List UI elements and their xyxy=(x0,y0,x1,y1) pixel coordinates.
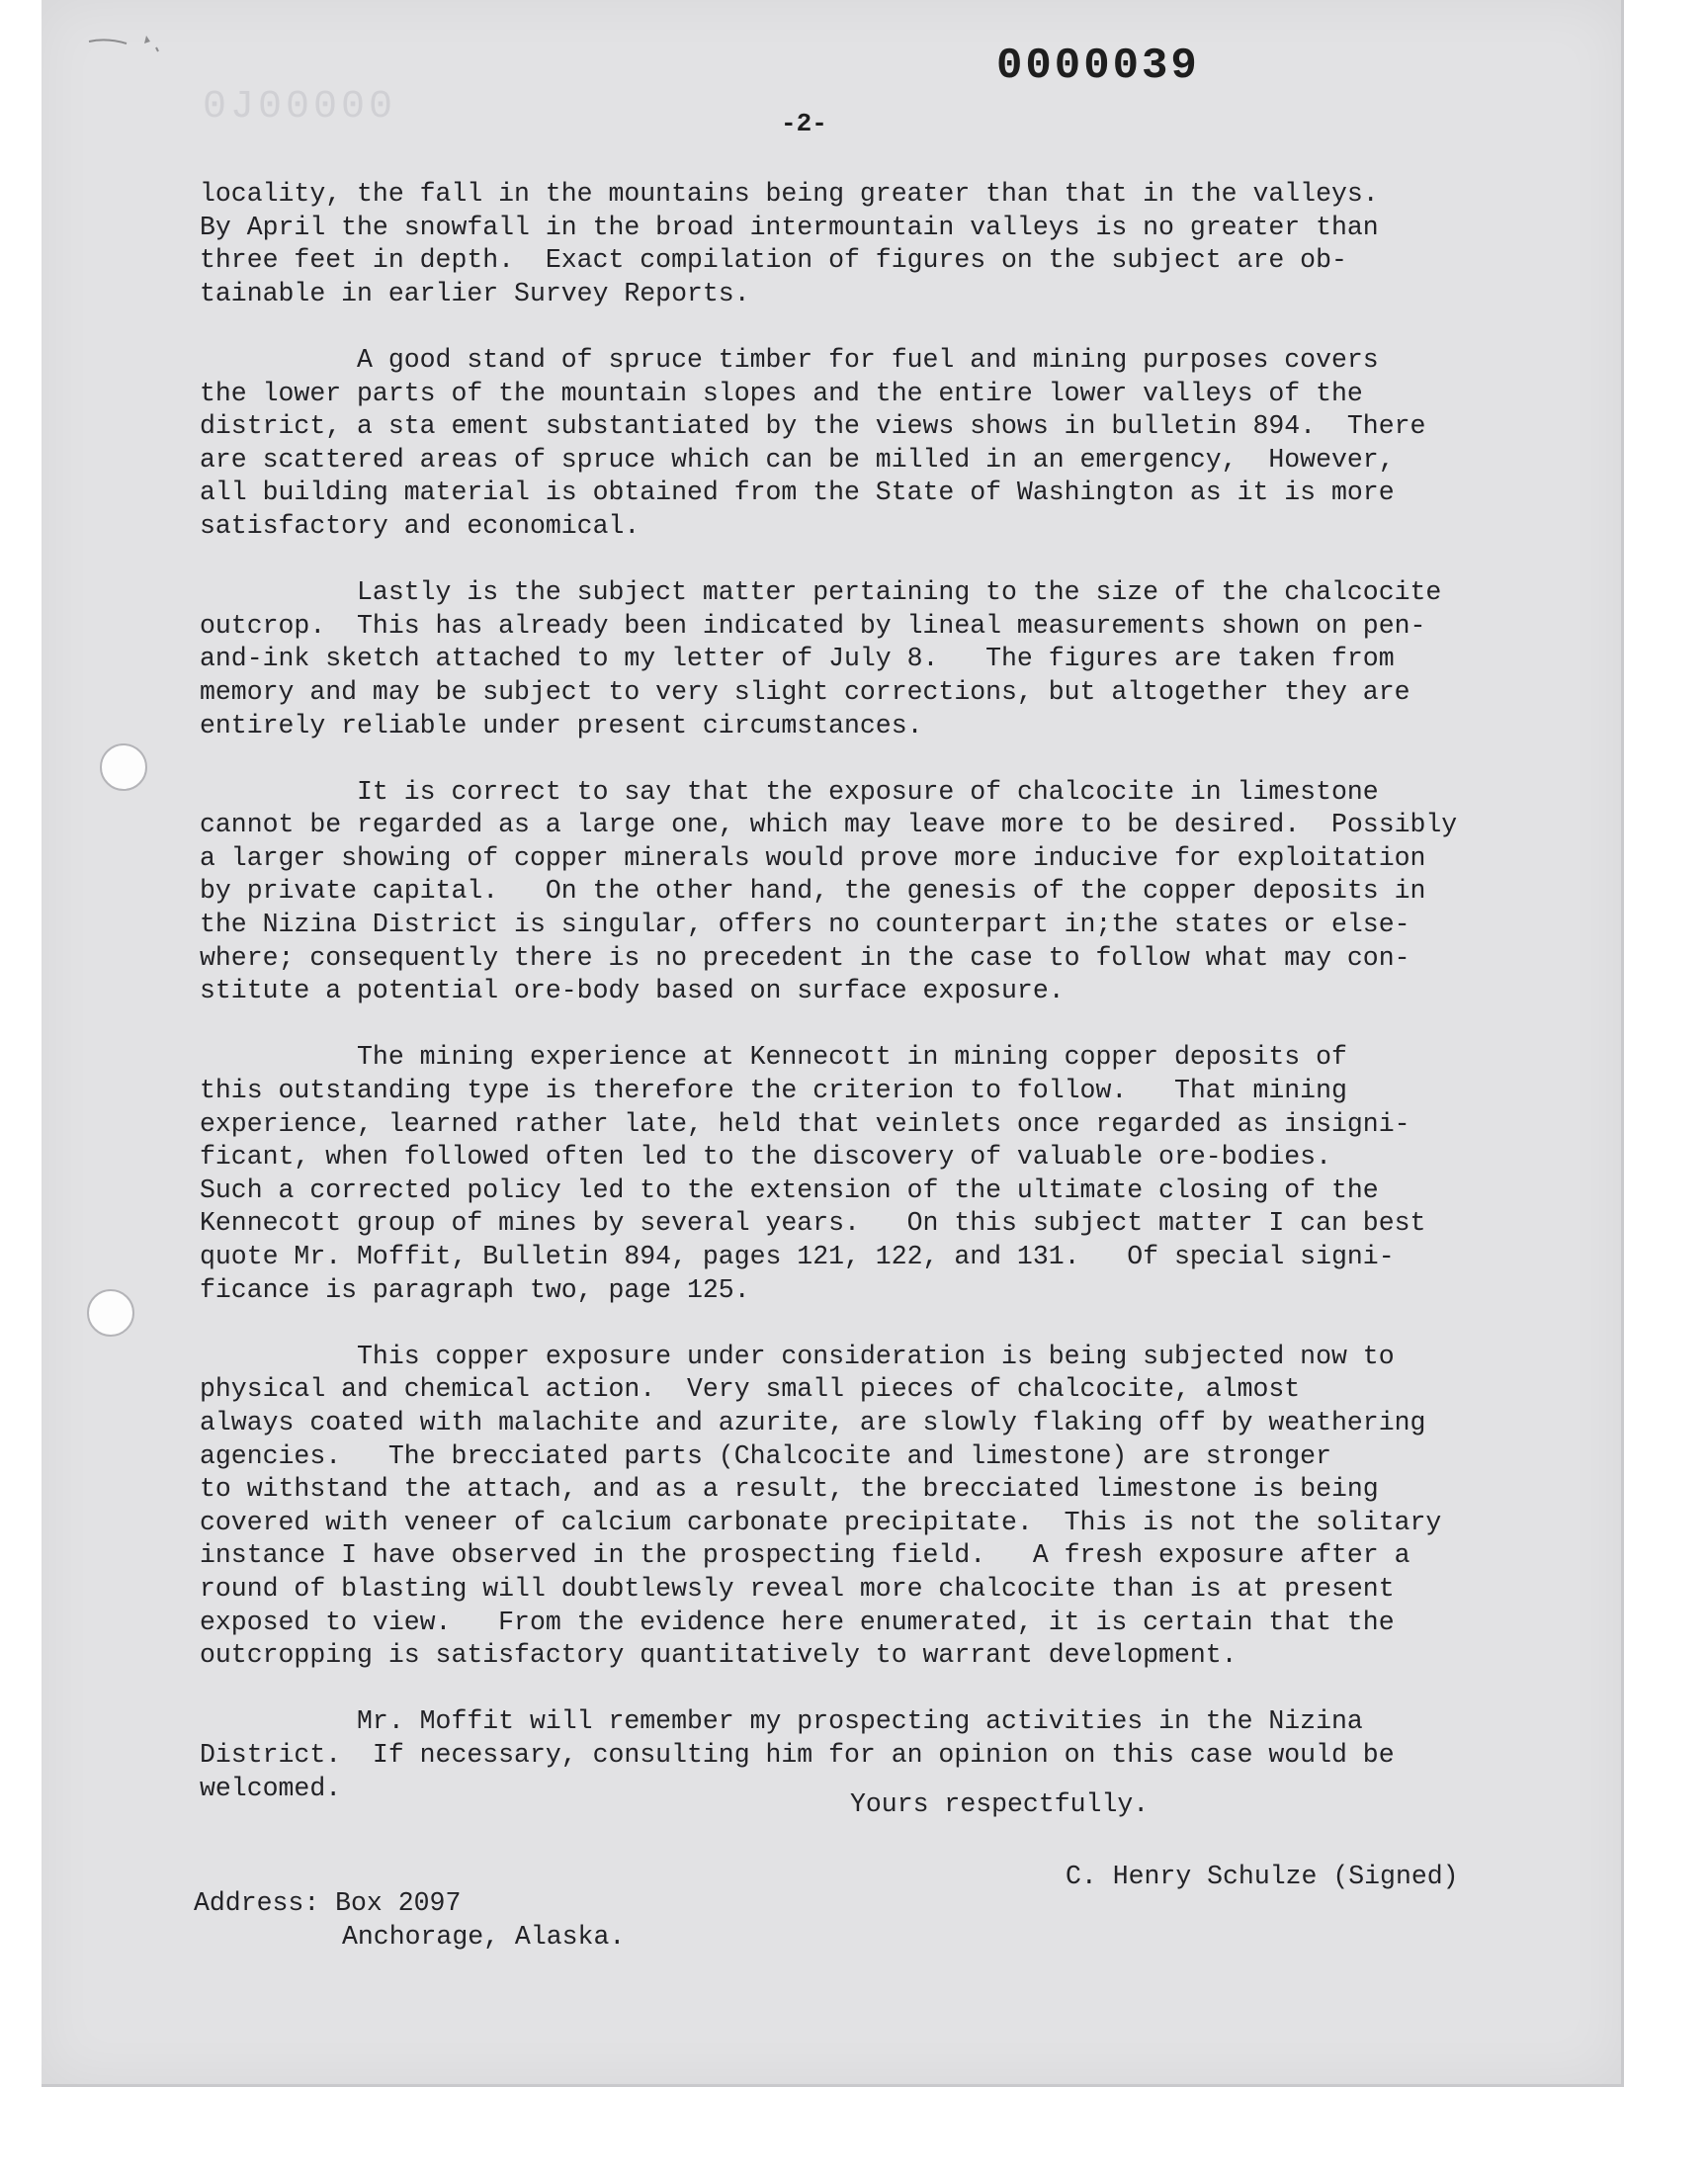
paragraph xyxy=(200,178,1564,310)
paragraph-line: to withstand the attach, and as a result, the brecciated limestone is being xyxy=(200,1474,1379,1505)
paragraph-line: and-ink sketch attached to my letter of July 8. The figures are taken from xyxy=(200,644,1395,674)
corner-pencil-mark xyxy=(87,28,176,67)
faint-number-stamp: 0J00000 xyxy=(203,85,397,130)
paragraph-line: district, a sta ement substantiated by the views shows in bulletin 894. There xyxy=(200,411,1426,442)
paragraph-line: where; consequently there is no precedent in the case to follow what may con- xyxy=(200,942,1410,973)
letter-body xyxy=(200,178,1564,1839)
paragraph-line: memory and may be subject to very slight corrections, but altogether they are xyxy=(200,676,1410,707)
paragraph-line: a larger showing of copper minerals would prove more inducive for exploitation xyxy=(200,842,1426,873)
paragraph-line: are scattered areas of spruce which can be milled in an emergency, However, xyxy=(200,444,1395,475)
paragraph-line: District. If necessary, consulting him for an opinion on this case would be xyxy=(200,1739,1395,1770)
page-number: -2- xyxy=(781,109,827,138)
paragraph-line: By April the snowfall in the broad intermountain valleys is no greater than xyxy=(200,212,1379,242)
paragraph-line: experience, learned rather late, held that veinlets once regarded as insigni- xyxy=(200,1108,1410,1139)
paragraph-line: A good stand of spruce timber for fuel and mining purposes covers xyxy=(200,344,1379,375)
document-number-stamp: 0000039 xyxy=(996,42,1200,91)
address-city-line: Anchorage, Alaska. xyxy=(342,1922,626,1952)
paragraph xyxy=(200,576,1564,742)
paragraph-line: instance I have observed in the prospecting field. A fresh exposure after a xyxy=(200,1540,1410,1571)
paragraph xyxy=(200,1341,1564,1673)
punch-hole-bottom xyxy=(87,1289,134,1337)
paragraph-line: by private capital. On the other hand, the genesis of the copper deposits in xyxy=(200,876,1426,907)
paragraph-line: all building material is obtained from the State of Washington as it is more xyxy=(200,478,1395,508)
paragraph-line: physical and chemical action. Very small pieces of chalcocite, almost xyxy=(200,1374,1301,1405)
paragraph xyxy=(200,344,1564,544)
paragraph-line: exposed to view. From the evidence here enumerated, it is certain that the xyxy=(200,1607,1395,1637)
paragraph-line: Lastly is the subject matter pertaining to the size of the chalcocite xyxy=(200,577,1442,608)
paragraph-line: three feet in depth. Exact compilation of figures on the subject are ob- xyxy=(200,245,1347,276)
paragraph-line: agencies. The brecciated parts (Chalcocite and limestone) are stronger xyxy=(200,1440,1331,1471)
paragraph-line: ficance is paragraph two, page 125. xyxy=(200,1274,750,1305)
paragraph-line: cannot be regarded as a large one, which may leave more to be desired. Possibly xyxy=(200,810,1458,840)
address-line: Address: Box 2097 xyxy=(194,1888,462,1918)
paragraph-line: satisfactory and economical. xyxy=(200,510,640,541)
paragraph-line: stitute a potential ore-body based on surface exposure. xyxy=(200,976,1065,1006)
paragraph-line: tainable in earlier Survey Reports. xyxy=(200,278,750,308)
paragraph-line: outcrop. This has already been indicated by lineal measurements shown on pen- xyxy=(200,610,1426,641)
paragraph-line: ficant, when followed often led to the discovery of valuable ore-bodies. xyxy=(200,1142,1331,1173)
paragraph-line: entirely reliable under present circumstances. xyxy=(200,710,923,740)
paragraph-line: covered with veneer of calcium carbonate precipitate. This is not the solitary xyxy=(200,1507,1442,1537)
paragraph-line: this outstanding type is therefore the criterion to follow. That mining xyxy=(200,1076,1347,1106)
paragraph xyxy=(200,1041,1564,1307)
paragraph-line: It is correct to say that the exposure of chalcocite in limestone xyxy=(200,776,1379,807)
paragraph-line: The mining experience at Kennecott in mining copper deposits of xyxy=(200,1042,1347,1073)
paragraph-line: Such a corrected policy led to the extension of the ultimate closing of the xyxy=(200,1174,1379,1205)
paragraph-line: quote Mr. Moffit, Bulletin 894, pages 121, 122, and 131. Of special signi- xyxy=(200,1242,1395,1271)
paragraph-line: outcropping is satisfactory quantitatively to warrant development. xyxy=(200,1640,1238,1671)
paragraph xyxy=(200,776,1564,1008)
paragraph-line: round of blasting will doubtlewsly reveal more chalcocite than is at present xyxy=(200,1573,1395,1604)
paragraph-line: welcomed. xyxy=(200,1773,342,1803)
punch-hole-top xyxy=(100,743,147,791)
paragraph-line: locality, the fall in the mountains being greater than that in the valleys. xyxy=(200,179,1379,209)
paragraph-line: Kennecott group of mines by several years. On this subject matter I can best xyxy=(200,1208,1426,1239)
paragraph-line: the Nizina District is singular, offers no counterpart in;the states or else- xyxy=(200,910,1410,940)
paragraph-line: always coated with malachite and azurite, are slowly flaking off by weathering xyxy=(200,1407,1426,1437)
paragraph-line: Mr. Moffit will remember my prospecting activities in the Nizina xyxy=(200,1706,1363,1737)
closing-line: Yours respectfully. xyxy=(850,1789,1150,1819)
paragraph-line: This copper exposure under consideration is being subjected now to xyxy=(200,1341,1395,1371)
paragraph-line: the lower parts of the mountain slopes and the entire lower valleys of the xyxy=(200,378,1363,408)
signature-line: C. Henry Schulze (Signed) xyxy=(1066,1862,1459,1891)
